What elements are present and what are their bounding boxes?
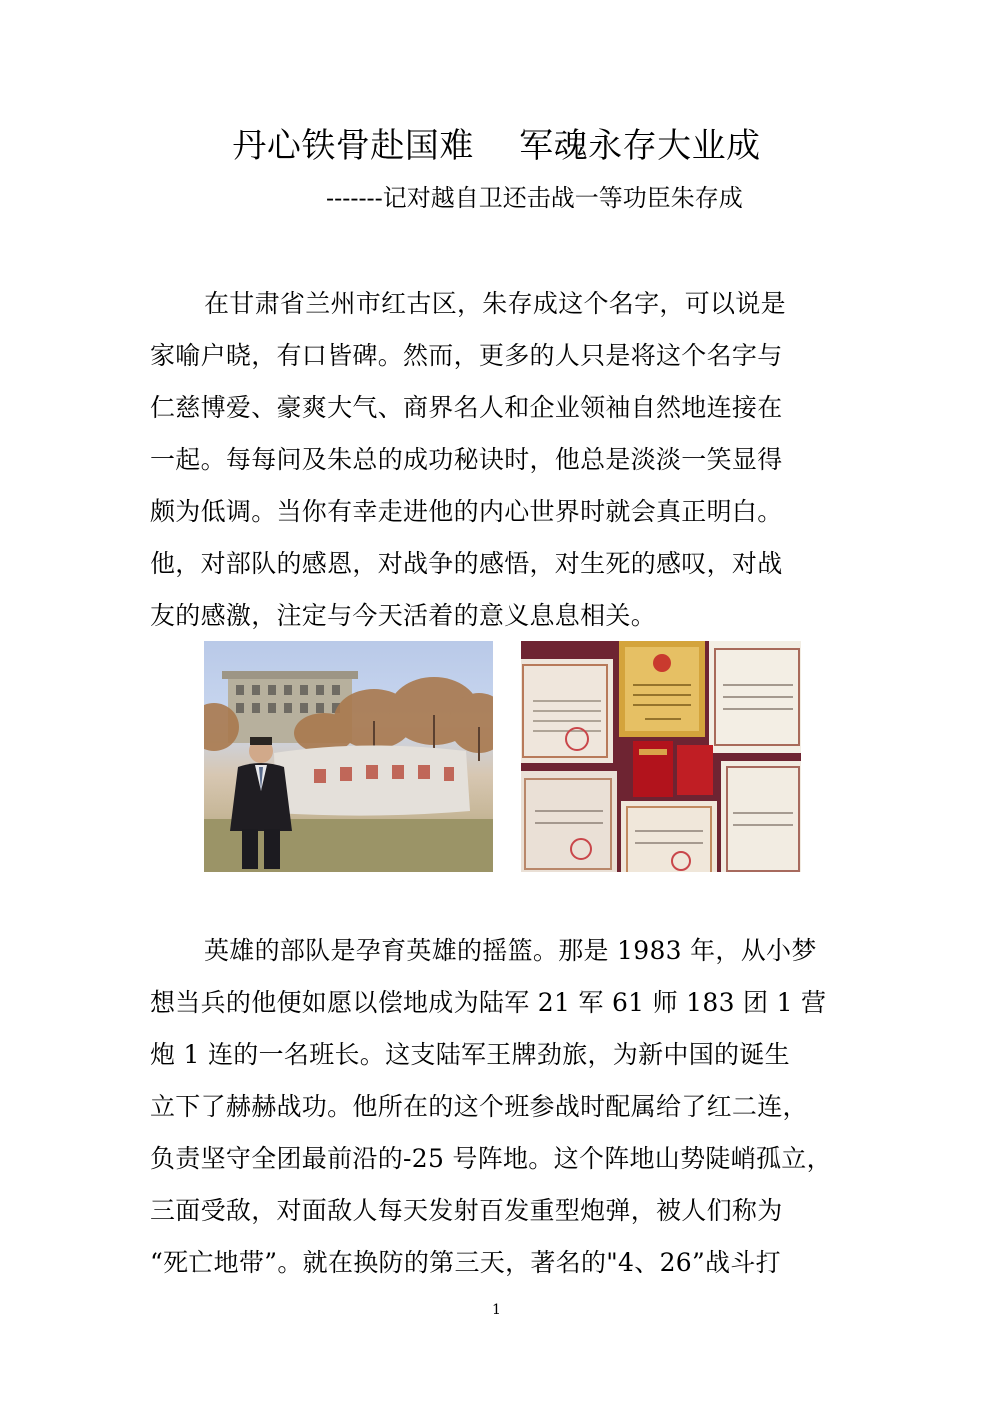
photo-award-certificates: [521, 641, 801, 872]
text-line: 在甘肃省兰州市红古区，朱存成这个名字，可以说是: [204, 289, 786, 318]
certificates-illustration: [521, 641, 801, 872]
text-line: 一起。每每问及朱总的成功秘诀时，他总是淡淡一笑显得: [150, 445, 783, 474]
paragraph-military-service: [150, 925, 850, 1289]
page-number: 1: [492, 1302, 501, 1318]
text-line: 想当兵的他便如愿以偿地成为陆军 21 军 61 师 183 团 1 营: [150, 988, 827, 1017]
text-line: 负责坚守全团最前沿的-25 号阵地。这个阵地山势陡峭孤立，: [150, 1144, 832, 1173]
document-subtitle: -------记对越自卫还击战一等功臣朱存成: [326, 184, 743, 212]
text-line: “死亡地带”。就在换防的第三天，著名的"4、26”战斗打: [150, 1248, 781, 1277]
text-line: 炮 1 连的一名班长。这支陆军王牌劲旅，为新中国的诞生: [150, 1040, 790, 1069]
paragraph-intro: [150, 278, 850, 642]
text-line: 英雄的部队是孕育英雄的摇篮。那是 1983 年，从小梦: [204, 936, 817, 965]
text-line: 仁慈博爱、豪爽大气、商界名人和企业领袖自然地连接在: [150, 393, 783, 422]
document-title: 丹心铁骨赴国难 军魂永存大业成: [232, 126, 761, 166]
text-line: 友的感激，注定与今天活着的意义息息相关。: [150, 601, 657, 630]
text-line: 颇为低调。当你有幸走进他的内心世界时就会真正明白。: [150, 497, 783, 526]
text-line: 立下了赫赫战功。他所在的这个班参战时配属给了红二连，: [150, 1092, 808, 1121]
photo-man-before-building: [204, 641, 493, 872]
text-line: 家喻户晓，有口皆碑。然而，更多的人只是将这个名字与: [150, 341, 783, 370]
photo-man-illustration: [204, 641, 493, 872]
text-line: 他，对部队的感恩，对战争的感悟，对生死的感叹，对战: [150, 549, 783, 578]
text-line: 三面受敌，对面敌人每天发射百发重型炮弹，被人们称为: [150, 1196, 783, 1225]
